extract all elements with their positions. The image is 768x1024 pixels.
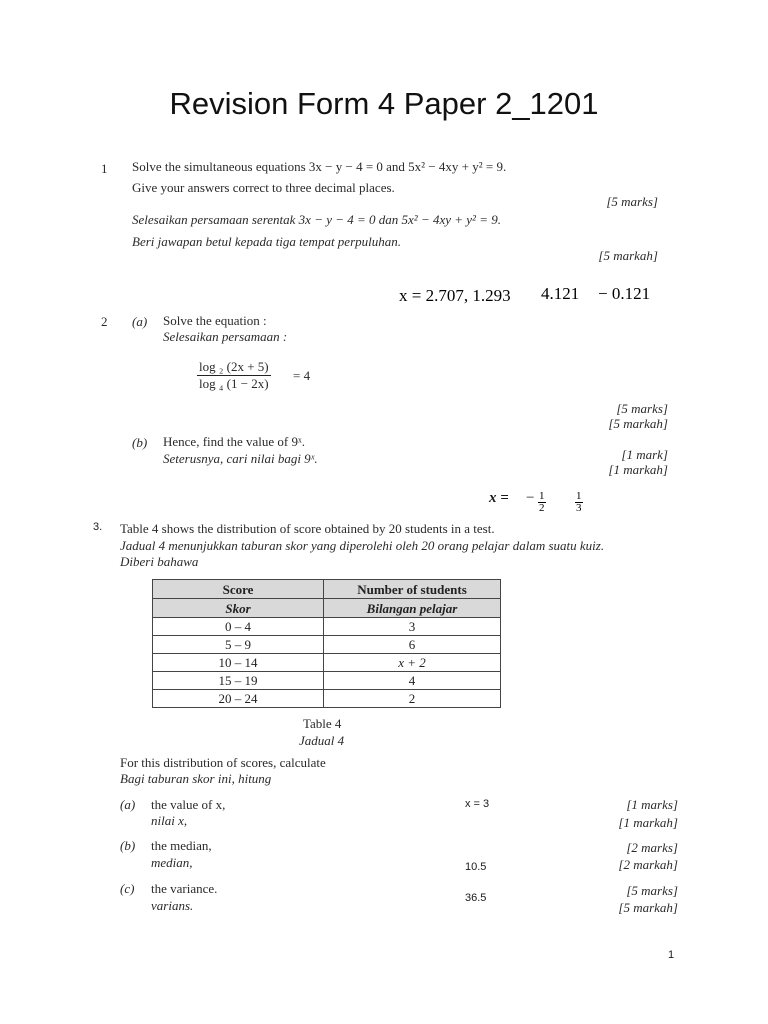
question-text-malay: Selesaikan persamaan serentak 3x − y − 4 = 0 dan 5x² − 4xy + y² = 9. (132, 212, 501, 227)
part-text-malay: median, (151, 855, 193, 870)
question-text-malay: Beri jawapan betul kepada tiga tempat perpuluhan. (132, 234, 401, 249)
marks-label-malay: [1 markah] (618, 815, 678, 830)
table-caption-malay: Jadual 4 (299, 733, 345, 748)
page-number: 1 (668, 949, 675, 961)
part-text-malay: varians. (151, 898, 194, 913)
score-table (152, 579, 501, 708)
part-label: (c) (120, 881, 135, 896)
answer: x = 3 (465, 798, 490, 810)
fraction-denominator: 2 (539, 502, 545, 514)
marks-label-malay: [5 markah] (618, 900, 678, 915)
table-cell: 4 (324, 672, 501, 690)
marks-label: [2 marks] (626, 840, 678, 855)
table-header-cell: Score (153, 580, 324, 599)
table-cell: 20 – 24 (153, 690, 324, 708)
marks-label: [5 marks] (616, 401, 668, 416)
marks-label: [5 marks] (626, 883, 678, 898)
answer-y1: 4.121 (541, 284, 580, 303)
table-cell: 10 – 14 (153, 654, 324, 672)
question-number: 2 (101, 314, 108, 329)
table-cell: 15 – 19 (153, 672, 324, 690)
question-text: Solve the simultaneous equations 3x − y − 4 = 0 and 5x² − 4xy + y² = 9. (132, 159, 507, 174)
table-header-cell: Bilangan pelajar (324, 599, 501, 618)
part-label: (a) (120, 797, 136, 812)
part-text: the median, (151, 838, 212, 853)
question-text-malay: Diberi bahawa (120, 554, 199, 569)
question-text-malay: Seterusnya, cari nilai bagi 9ˣ. (163, 451, 318, 466)
part-text: the value of x, (151, 797, 226, 812)
part-label: (a) (132, 314, 148, 329)
question-text: Table 4 shows the distribution of score obtained by 20 students in a test. (120, 521, 495, 536)
answer: 36.5 (465, 892, 487, 904)
fraction-denominator: 3 (576, 502, 582, 514)
log-equation (197, 359, 271, 392)
marks-label-malay: [5 markah] (608, 416, 668, 431)
answer-x: x = 2.707, 1.293 (399, 286, 511, 305)
table-row (153, 618, 501, 636)
table-row (153, 690, 501, 708)
equation-rhs: = 4 (293, 368, 311, 383)
page-title: Revision Form 4 Paper 2_1201 (169, 86, 599, 121)
table-caption: Table 4 (303, 716, 342, 731)
marks-label-malay: [1 markah] (608, 462, 668, 477)
marks-label-malay: [5 markah] (598, 248, 658, 263)
answer-y2: − 0.121 (598, 284, 651, 303)
marks-label-malay: [2 markah] (618, 857, 678, 872)
question-text: Give your answers correct to three decimal places. (132, 180, 395, 195)
table-cell: 0 – 4 (153, 618, 324, 636)
marks-label: [5 marks] (606, 194, 658, 209)
table-cell: x + 2 (324, 654, 501, 672)
table-cell: 3 (324, 618, 501, 636)
table-header-cell: Skor (153, 599, 324, 618)
table-header-row (153, 580, 501, 599)
answer-fraction-2 (575, 491, 583, 514)
table-row (153, 672, 501, 690)
part-text-malay: nilai x, (151, 813, 188, 828)
intro-text-malay: Bagi taburan skor ini, hitung (120, 771, 272, 786)
question-text-malay: Jadual 4 menunjukkan taburan skor yang diperolehi oleh 20 orang pelajar dalam suatu kuiz. (120, 538, 605, 553)
answer-fraction-1 (538, 491, 546, 514)
fraction-numerator: 1 (539, 490, 545, 502)
table-cell: 2 (324, 690, 501, 708)
table-row (153, 654, 501, 672)
answer: 10.5 (465, 861, 487, 873)
table-cell: 6 (324, 636, 501, 654)
intro-text: For this distribution of scores, calculate (120, 755, 326, 770)
part-label: (b) (132, 435, 148, 450)
question-number: 3. (93, 521, 103, 533)
marks-label: [1 marks] (626, 797, 678, 812)
answer-x-label: x = (489, 490, 509, 506)
part-label: (b) (120, 838, 136, 853)
table-header-cell: Number of students (324, 580, 501, 599)
fraction-numerator: 1 (576, 490, 582, 502)
question-number: 1 (101, 161, 108, 176)
question-text: Hence, find the value of 9ˣ. (163, 434, 306, 449)
table-cell: 5 – 9 (153, 636, 324, 654)
question-text: Solve the equation : (163, 313, 267, 328)
table-header-row (153, 599, 501, 618)
table-row (153, 636, 501, 654)
marks-label: [1 mark] (621, 447, 668, 462)
question-text-malay: Selesaikan persamaan : (163, 329, 288, 344)
answer-minus-sign: − (526, 490, 535, 506)
equation-numerator: log ₂ (2x + 5) (199, 359, 269, 374)
equation-denominator: log ₄ (1 − 2x) (199, 376, 269, 391)
part-text: the variance. (151, 881, 218, 896)
